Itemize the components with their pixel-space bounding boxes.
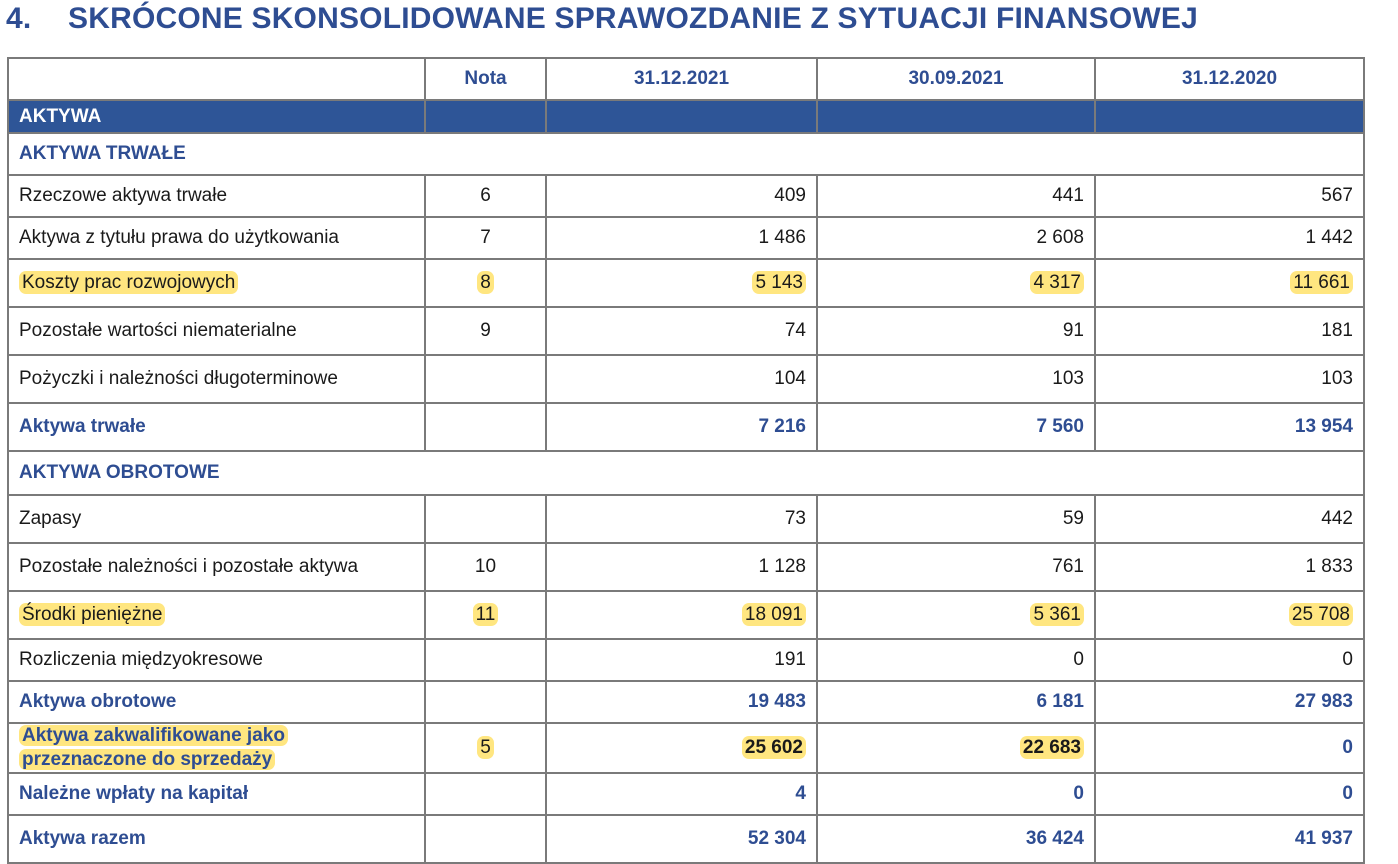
balance-sheet-table	[7, 57, 1365, 864]
table-row	[8, 217, 1364, 259]
row-value: 103	[817, 355, 1095, 403]
row-label: Aktywa z tytułu prawa do użytkowania	[8, 217, 425, 259]
table-row	[8, 639, 1364, 681]
heading-number: 4.	[6, 2, 32, 35]
row-nota	[425, 355, 546, 403]
highlighted-nota: 5	[477, 736, 494, 759]
grand-total-value: 41 937	[1095, 815, 1364, 863]
row-value: 103	[1095, 355, 1364, 403]
row-value-cell	[546, 591, 817, 639]
row-value: 191	[546, 639, 817, 681]
subtotal-value: 0	[1095, 773, 1364, 815]
subtotal-label: Aktywa trwałe	[8, 403, 425, 451]
subtotal-value: 0	[817, 773, 1095, 815]
subtotal-nota	[425, 773, 546, 815]
row-nota	[425, 495, 546, 543]
subtotal-nota	[425, 681, 546, 723]
grand-total-label: Aktywa razem	[8, 815, 425, 863]
section-title: AKTYWA OBROTOWE	[8, 451, 1364, 495]
header-date-2: 30.09.2021	[817, 58, 1095, 100]
row-label: Pożyczki i należności długoterminowe	[8, 355, 425, 403]
heading-title: SKRÓCONE SKONSOLIDOWANE SPRAWOZDANIE Z SYTUACJI FINANSOWEJ	[68, 2, 1199, 35]
highlighted-value: 18 091	[742, 603, 806, 626]
section-title-row	[8, 451, 1364, 495]
row-value: 409	[546, 175, 817, 217]
subtotal-nota	[425, 403, 546, 451]
row-label-cell	[8, 259, 425, 307]
row-value-cell	[817, 259, 1095, 307]
highlighted-value: 25 602	[742, 736, 806, 759]
header-nota: Nota	[425, 58, 546, 100]
row-nota	[425, 639, 546, 681]
row-value: 441	[817, 175, 1095, 217]
grand-total-row	[8, 815, 1364, 863]
subtotal-value: 19 483	[546, 681, 817, 723]
band-cell	[425, 100, 546, 133]
row-value: 181	[1095, 307, 1364, 355]
header-date-1: 31.12.2021	[546, 58, 817, 100]
row-value: 0	[817, 639, 1095, 681]
row-label: Zapasy	[8, 495, 425, 543]
highlighted-value: 5 143	[752, 271, 806, 294]
band-label: AKTYWA	[8, 100, 425, 133]
grand-total-value: 36 424	[817, 815, 1095, 863]
subtotal-value: 27 983	[1095, 681, 1364, 723]
row-value-cell	[817, 723, 1095, 773]
row-label-cell	[8, 723, 425, 773]
highlighted-value: 22 683	[1020, 736, 1084, 759]
table-row	[8, 307, 1364, 355]
subtotal-value: 13 954	[1095, 403, 1364, 451]
subtotal-value: 7 560	[817, 403, 1095, 451]
highlighted-label: Koszty prac rozwojowych	[19, 271, 238, 294]
highlighted-value: 5 361	[1030, 603, 1084, 626]
row-nota: 7	[425, 217, 546, 259]
row-label: Rozliczenia międzyokresowe	[8, 639, 425, 681]
highlighted-value: 4 317	[1030, 271, 1084, 294]
header-date-3: 31.12.2020	[1095, 58, 1364, 100]
row-nota-cell	[425, 259, 546, 307]
subtotal-label: Należne wpłaty na kapitał	[8, 773, 425, 815]
row-value: 74	[546, 307, 817, 355]
section-title-row	[8, 133, 1364, 175]
table-row-highlighted	[8, 591, 1364, 639]
row-label-cell	[8, 591, 425, 639]
row-nota: 10	[425, 543, 546, 591]
row-nota-cell	[425, 723, 546, 773]
row-value-cell	[817, 591, 1095, 639]
subtotal-row	[8, 403, 1364, 451]
highlighted-nota: 8	[477, 271, 494, 294]
subtotal-value: 7 216	[546, 403, 817, 451]
table-header-row	[8, 58, 1364, 100]
subtotal-value: 6 181	[817, 681, 1095, 723]
row-value: 0	[1095, 639, 1364, 681]
page-heading	[6, 0, 1198, 38]
row-value: 761	[817, 543, 1095, 591]
header-label-cell	[8, 58, 425, 100]
highlighted-label: Aktywa zakwalifikowane jako przeznaczone do sprzedaży	[19, 725, 288, 770]
aktywa-band-row	[8, 100, 1364, 133]
band-cell	[546, 100, 817, 133]
subtotal-row	[8, 681, 1364, 723]
row-value: 1 833	[1095, 543, 1364, 591]
highlighted-value: 25 708	[1289, 603, 1353, 626]
row-value-cell	[1095, 591, 1364, 639]
table-row-highlighted	[8, 259, 1364, 307]
grand-total-value: 52 304	[546, 815, 817, 863]
row-label: Pozostałe wartości niematerialne	[8, 307, 425, 355]
row-label: Rzeczowe aktywa trwałe	[8, 175, 425, 217]
row-value-cell	[546, 259, 817, 307]
row-value: 73	[546, 495, 817, 543]
row-nota: 9	[425, 307, 546, 355]
table-row	[8, 355, 1364, 403]
highlighted-value: 11 661	[1290, 271, 1353, 294]
subtotal-label: Aktywa obrotowe	[8, 681, 425, 723]
row-value: 91	[817, 307, 1095, 355]
highlighted-nota: 11	[473, 603, 499, 626]
row-label: Pozostałe należności i pozostałe aktywa	[8, 543, 425, 591]
row-value-cell	[546, 723, 817, 773]
section-title: AKTYWA TRWAŁE	[8, 133, 1364, 175]
row-nota: 6	[425, 175, 546, 217]
held-for-sale-row	[8, 723, 1364, 773]
row-value: 59	[817, 495, 1095, 543]
row-value: 442	[1095, 495, 1364, 543]
row-value: 1 442	[1095, 217, 1364, 259]
row-value-cell	[1095, 259, 1364, 307]
subtotal-row	[8, 773, 1364, 815]
row-value: 0	[1095, 723, 1364, 773]
highlighted-label: Środki pieniężne	[19, 603, 165, 626]
band-cell	[1095, 100, 1364, 133]
row-value: 1 128	[546, 543, 817, 591]
subtotal-value: 4	[546, 773, 817, 815]
table-row	[8, 543, 1364, 591]
table-row	[8, 495, 1364, 543]
grand-total-nota	[425, 815, 546, 863]
row-nota-cell	[425, 591, 546, 639]
row-value: 567	[1095, 175, 1364, 217]
band-cell	[817, 100, 1095, 133]
row-value: 2 608	[817, 217, 1095, 259]
row-value: 104	[546, 355, 817, 403]
table-row	[8, 175, 1364, 217]
row-value: 1 486	[546, 217, 817, 259]
